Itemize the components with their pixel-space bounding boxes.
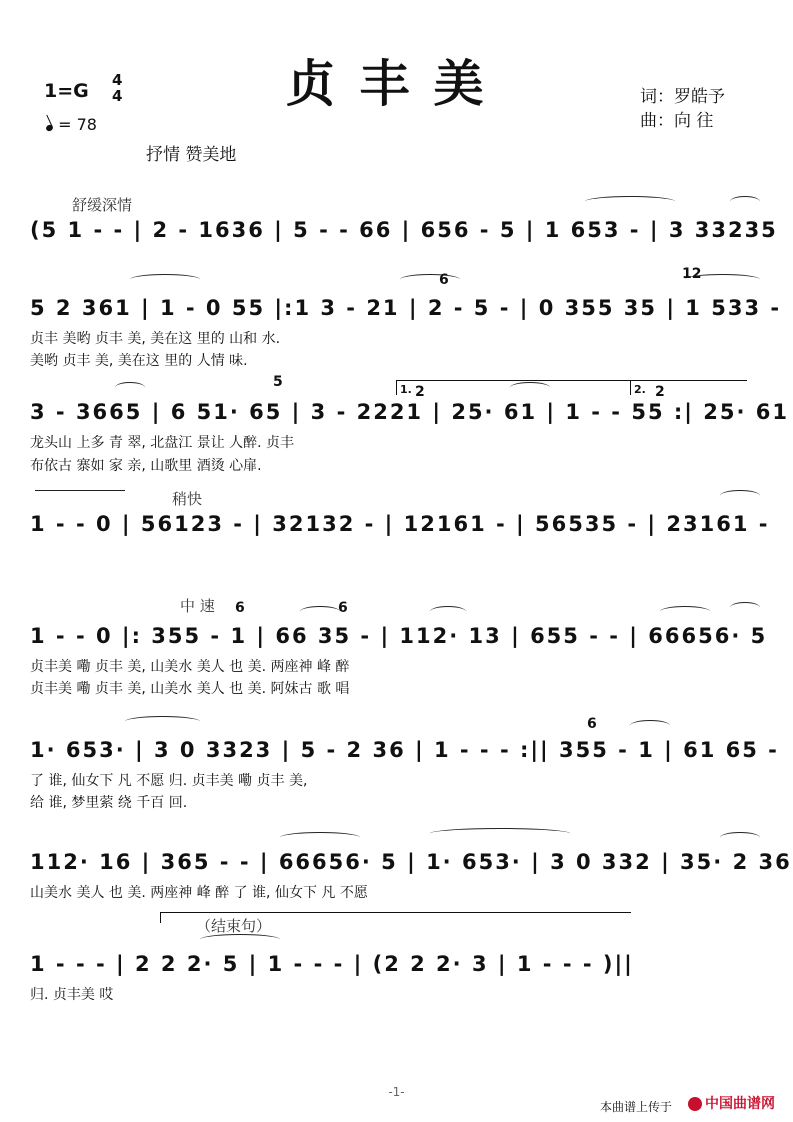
meter-bottom: 4 bbox=[112, 87, 123, 105]
tuplet-5: 5 bbox=[273, 374, 283, 390]
page-number: -1- bbox=[388, 1085, 405, 1099]
lyric-row-7: 山美水 美人 也 美. 两座神 峰 醉 了 谁, 仙女下 凡 不愿 bbox=[30, 885, 368, 901]
meter-top: 4 bbox=[112, 71, 123, 89]
key-signature: 1=G bbox=[44, 80, 89, 102]
notes: 1 - - - | 2 2 2· 5 | 1 - - - | (2 2 2· 3 | 1 - - - )|| bbox=[30, 952, 634, 976]
notes: (5 1 - - | 2 - 1636 | 5 - - 66 | 656 - 5 | 1 653 - | 3 33235 bbox=[30, 218, 778, 242]
lyric-row-2b: 美哟 贞丰 美, 美在这 里的 人情 味. bbox=[30, 353, 248, 369]
score-row-6 bbox=[30, 716, 779, 772]
tempo-marking bbox=[46, 115, 97, 134]
tempo-value: = 78 bbox=[58, 115, 97, 134]
notes: 1 - - 0 |: 355 - 1 | 66 35 - | 112· 13 | 655 - - | 66656· 5 bbox=[30, 624, 768, 648]
section-ending: （结束句） bbox=[196, 917, 272, 935]
score-row-8 bbox=[30, 952, 760, 986]
ending-2: 2. bbox=[634, 383, 646, 396]
notes: 1 - - 0 | 56123 - | 32132 - | 12161 - | 56535 - | 23161 - bbox=[30, 512, 770, 536]
lyric-row-5a: 贞丰美 嘞 贞丰 美, 山美水 美人 也 美. 两座神 峰 醉 bbox=[30, 659, 350, 675]
grace-2a: 2 bbox=[415, 384, 425, 400]
ending-1: 1. bbox=[400, 383, 412, 396]
composer: 曲：向 往 bbox=[640, 111, 714, 131]
lyric-row-3a: 龙头山 上多 青 翠, 北盘江 景让 人醉. 贞丰 bbox=[30, 435, 295, 451]
grace-2b: 2 bbox=[655, 384, 665, 400]
lyric-row-2a: 贞丰 美哟 贞丰 美, 美在这 里的 山和 水. bbox=[30, 331, 281, 347]
section-medium: 中 速 bbox=[180, 597, 215, 615]
song-title: 贞丰美 bbox=[285, 55, 508, 113]
score-row-7 bbox=[30, 850, 792, 884]
notes: 112· 16 | 365 - - | 66656· 5 | 1· 653· | 3 0 332 | 35· 2 36 bbox=[30, 850, 792, 874]
lyric-row-8: 归. 贞丰美 哎 bbox=[30, 987, 114, 1003]
site-logo bbox=[688, 1093, 775, 1113]
score-row-2 bbox=[30, 266, 782, 330]
lyric-row-6a: 了 谁, 仙女下 凡 不愿 归. 贞丰美 嘞 贞丰 美, bbox=[30, 773, 308, 789]
upload-note: 本曲谱上传于 bbox=[600, 1100, 673, 1114]
notes: 1· 653· | 3 0 3323 | 5 - 2 36 | 1 - - - :|| 355 - 1 | 61 65 - bbox=[30, 738, 779, 762]
grace-6c: 6 bbox=[587, 716, 597, 732]
time-signature bbox=[112, 72, 122, 104]
score-row-4 bbox=[30, 512, 770, 546]
score-row-3 bbox=[30, 374, 789, 434]
lyricist: 词：罗皓予 bbox=[640, 87, 725, 107]
notes: 5 2 361 | 1 - 0 55 |:1 3 - 21 | 2 - 5 - | 0 355 35 | 1 533 - bbox=[30, 296, 782, 320]
lyric-row-5b: 贞丰美 嘞 贞丰 美, 山美水 美人 也 美. 阿妹古 歌 唱 bbox=[30, 681, 350, 697]
section-intro: 舒缓深情 bbox=[72, 196, 133, 214]
lyric-row-3b: 布依古 寨如 家 亲, 山歌里 酒烫 心扉. bbox=[30, 458, 262, 474]
section-faster: 稍快 bbox=[172, 490, 203, 508]
notes: 3 - 3665 | 6 51· 65 | 3 - 2221 | 25· 61 | 1 - - 55 :| 25· 61 bbox=[30, 400, 789, 424]
lyric-row-6b: 给 谁, 梦里萦 绕 千百 回. bbox=[30, 795, 188, 811]
tuplet-6b: 6 bbox=[338, 600, 348, 616]
tuplet-12: 12 bbox=[682, 266, 702, 282]
expression-marking: 抒情 赞美地 bbox=[146, 145, 237, 165]
logo-icon bbox=[688, 1097, 702, 1111]
quarter-note-icon bbox=[45, 124, 54, 132]
logo-text: 中国曲谱网 bbox=[705, 1096, 775, 1112]
grace-6a: 6 bbox=[235, 600, 245, 616]
tuplet-6: 6 bbox=[439, 272, 449, 288]
score-row-1 bbox=[30, 218, 778, 252]
